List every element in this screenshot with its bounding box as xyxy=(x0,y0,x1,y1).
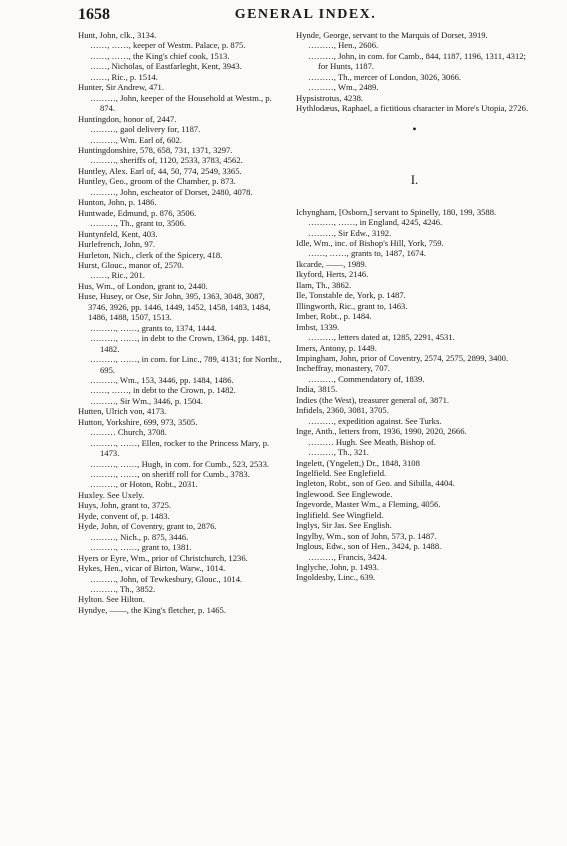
index-entry: ……, Nicholas, of Eastfarleght, Kent, 3943. xyxy=(90,61,242,72)
index-entry: Ingylby, Wm., son of John, 573, p. 1487. xyxy=(296,530,437,541)
index-entry: Huys, John, grant to, 3725. xyxy=(78,500,172,511)
index-entry: ………, Wm., 2489. xyxy=(308,82,379,93)
index-entry: ………, ……, in com. for Linc., 789, 4131; for Northt., 695. xyxy=(90,354,282,375)
index-entry: Ingevorde, Master Wm., a Fleming, 4056. xyxy=(296,499,441,510)
index-entry: Imers, Antony, p. 1449. xyxy=(296,342,377,353)
index-entry: Hypsistrotus, 4238. xyxy=(296,92,364,103)
index-entry: Ikcarde, ——, 1989. xyxy=(296,258,367,269)
index-entry: Hurlefrench, John, 97. xyxy=(78,239,156,250)
index-entry: ………, Sir Edw., 3192. xyxy=(308,227,392,238)
index-entry: ………, ……, grant to, 1381. xyxy=(90,542,192,553)
index-entry: ………, Th., mercer of London, 3026, 3066. xyxy=(308,71,462,82)
index-entry: Huxley. See Uxely. xyxy=(78,489,145,500)
index-entry: Hykes, Hen., vicar of Birton, Warw., 1014. xyxy=(78,563,226,574)
index-entry: ………, Th., grant to, 3506. xyxy=(90,218,187,229)
page-number: 1658 xyxy=(78,6,110,23)
index-entry: Hunt, John, clk., 3134. xyxy=(78,30,157,40)
index-entry: Huntingdon, honor of, 2447. xyxy=(78,113,177,124)
index-entry: Ichyngham, [Osborn,] servant to Spinelly, 180, 199, 3588. xyxy=(296,206,497,217)
page-title: GENERAL INDEX. xyxy=(234,7,377,22)
index-entry: ………, letters dated at, 1285, 2291, 4531. xyxy=(308,332,455,343)
index-entry: Hus, Wm., of London, grant to, 2440. xyxy=(78,280,208,291)
index-entry: Ingleton, Robt., son of Geo. and Sibilla, 4404. xyxy=(296,478,455,489)
index-entry: ………, Hen., 2606. xyxy=(308,40,379,51)
index-entry: Idle, Wm., inc. of Bishop's Hill, York, 759. xyxy=(296,237,444,248)
index-entry: Imber, Robt., p. 1484. xyxy=(296,311,372,322)
index-entry: ……… Church, 3708. xyxy=(90,427,167,438)
section-divider xyxy=(296,198,533,199)
index-entry: Hyde, John, of Coventry, grant to, 2876. xyxy=(78,521,217,532)
index-entry: Huntley, Geo., groom of the Chamber, p. 873. xyxy=(78,176,236,187)
index-entry: Hynde, George, servant to the Marquis of Dorset, 3919. xyxy=(296,30,488,40)
index-entry: Inglifield. See Wingfield. xyxy=(296,509,384,520)
index-entry: Indies (the West), treasurer general of, 3871. xyxy=(296,394,450,405)
index-entry: Illingworth, Ric., grant to, 1463. xyxy=(296,300,408,311)
index-entry: Hythlodæus, Raphael, a fictitious character in More's Utopia, 2726. xyxy=(296,103,529,114)
index-entry: Huse, Husey, or Ose, Sir John, 395, 1363, 3048, 3087, 3746, 3926, pp. 1446, 1449, 1452, 1458, 1483, 1484, 1486, 1488, 1507, 1513. xyxy=(78,291,271,323)
index-entry: Hunter, Sir Andrew, 471. xyxy=(78,82,164,93)
index-entry: ……, ……, keeper of Westm. Palace, p. 875. xyxy=(90,40,246,51)
index-entry: ………, sheriffs of, 1120, 2533, 3783, 4562. xyxy=(90,155,243,166)
index-entry: Incheffray, monastery, 707. xyxy=(296,363,390,374)
index-entry: ………, Sir Wm., 3446, p. 1504. xyxy=(90,395,203,406)
index-entry: ………, ……, grants to, 1374, 1444. xyxy=(90,322,217,333)
section-heading-I: I. xyxy=(410,171,419,187)
index-entry: ………, ……, on sheriff roll for Cumb., 3783. xyxy=(90,469,250,480)
index-entry: Ile, Tonstable de, York, p. 1487. xyxy=(296,290,406,301)
index-entry: Hyers or Eyre, Wm., prior of Christchurch, 1236. xyxy=(78,552,248,563)
left-column xyxy=(78,30,282,615)
index-entry: Inglyche, John, p. 1493. xyxy=(296,562,379,573)
index-entry: ……, ……, in debt to the Crown, p. 1482. xyxy=(90,385,236,396)
index-entry: ………, ……, Hugh, in com. for Cumb., 523, 2533. xyxy=(90,458,270,469)
index-entry: Huntwade, Edmund, p. 876, 3506. xyxy=(78,207,197,218)
right-column-bottom-entries xyxy=(296,207,533,583)
section-ornament: • xyxy=(412,121,417,136)
index-entry: Hutton, Yorkshire, 699, 973, 3505. xyxy=(78,416,198,427)
index-entry: Hyndye, ——, the King's fletcher, p. 1465. xyxy=(78,604,226,615)
index-entry: ………, gaol delivery for, 1187. xyxy=(90,124,201,135)
index-entry: Hurleton, Nich., clerk of the Spicery, 418. xyxy=(78,249,223,260)
index-entry: ………, ……, in debt to the Crown, 1364, pp. 1481, 1482. xyxy=(90,333,271,354)
index-entry: Hyde, convent of, p. 1483. xyxy=(78,510,170,521)
index-entry: Hutten, Ulrich von, 4173. xyxy=(78,406,167,417)
index-entry: ………, ……, in England, 4245, 4246. xyxy=(308,217,443,228)
index-entry: ………, Nich., p. 875, 3446. xyxy=(90,531,189,542)
index-entry: Hunton, John, p. 1486. xyxy=(78,197,157,208)
index-entry: Huntley, Alex. Earl of, 44, 50, 774, 2549, 3365. xyxy=(78,165,242,176)
right-column-top-entries xyxy=(296,30,533,114)
index-entry: ………, Wm., 153, 3446, pp. 1484, 1486. xyxy=(90,374,234,385)
index-entry: Ikyford, Herts, 2146. xyxy=(296,269,369,280)
page-header xyxy=(78,6,533,28)
index-entry: Ingoldesby, Linc., 639. xyxy=(296,572,376,583)
index-entry: ……, ……, the King's chief cook, 1513. xyxy=(90,50,230,61)
index-entry: Huntingdonshire, 578, 658, 731, 1371, 3297. xyxy=(78,144,233,155)
index-entry: ………, John, escheator of Dorset, 2480, 4078. xyxy=(90,186,253,197)
index-entry: Ingelett, (Yngelett,) Dr., 1848, 3108 xyxy=(296,457,420,468)
index-entry: Ingelfield. See Englefield. xyxy=(296,467,387,478)
index-entry: ………, Commendatory of, 1839. xyxy=(308,373,425,384)
right-column xyxy=(296,30,533,583)
index-entry: ……, Ric., 201. xyxy=(90,270,145,281)
index-entry: Huntynfeld, Kent, 403. xyxy=(78,228,158,239)
index-entry: Ilam, Th., 3862. xyxy=(296,279,352,290)
index-entry: ……, Ric., p. 1514. xyxy=(90,71,158,82)
index-entry: Hylton. See Hilton. xyxy=(78,594,145,605)
index-entry: Hurst, Glouc., manor of, 2570. xyxy=(78,259,184,270)
index-entry: ………, ……, Ellen, rocker to the Princess Mary, p. 1473. xyxy=(90,437,270,459)
index-entry: ………, Francis, 3424. xyxy=(308,551,388,562)
index-entry: ………, expedition against. See Turks. xyxy=(308,415,442,426)
index-entry: ………, Th., 3852. xyxy=(90,584,156,595)
index-entry: Inglys, Sir Jas. See English. xyxy=(296,520,392,531)
index-entry: Inglewood. See Englewode. xyxy=(296,488,393,499)
index-entry: ………, John, keeper of the Household at Westm., p. 874. xyxy=(90,92,272,114)
index-entry: Impingham, John, prior of Coventry, 2574, 2575, 2899, 3400. xyxy=(296,352,509,363)
index-entry: ………, Th., 321. xyxy=(308,447,369,458)
index-entry: Imbst, 1339. xyxy=(296,321,340,332)
index-entry: ………, or Hoton, Robt., 2031. xyxy=(90,479,198,490)
index-entry: ………, John, of Tewkesbury, Glouc., 1014. xyxy=(90,573,243,584)
index-entry: Infidels, 2360, 3081, 3705. xyxy=(296,405,389,416)
index-entry: ……… Hugh. See Meath, Bishop of. xyxy=(308,436,436,447)
index-entry: Inglous, Edw., son of Hen., 3424, p. 1488. xyxy=(296,541,442,552)
index-entry: India, 3815. xyxy=(296,384,338,395)
index-entry: ………, John, in com. for Camb., 844, 1187, 1196, 1311, 4312; for Hunts, 1187. xyxy=(308,50,526,72)
index-entry: Inge, Anth., letters from, 1936, 1990, 2020, 2666. xyxy=(296,426,467,437)
index-entry: ……, ……, grants to, 1487, 1674. xyxy=(308,248,426,259)
index-entry: ………, Wm. Earl of, 602. xyxy=(90,134,182,145)
